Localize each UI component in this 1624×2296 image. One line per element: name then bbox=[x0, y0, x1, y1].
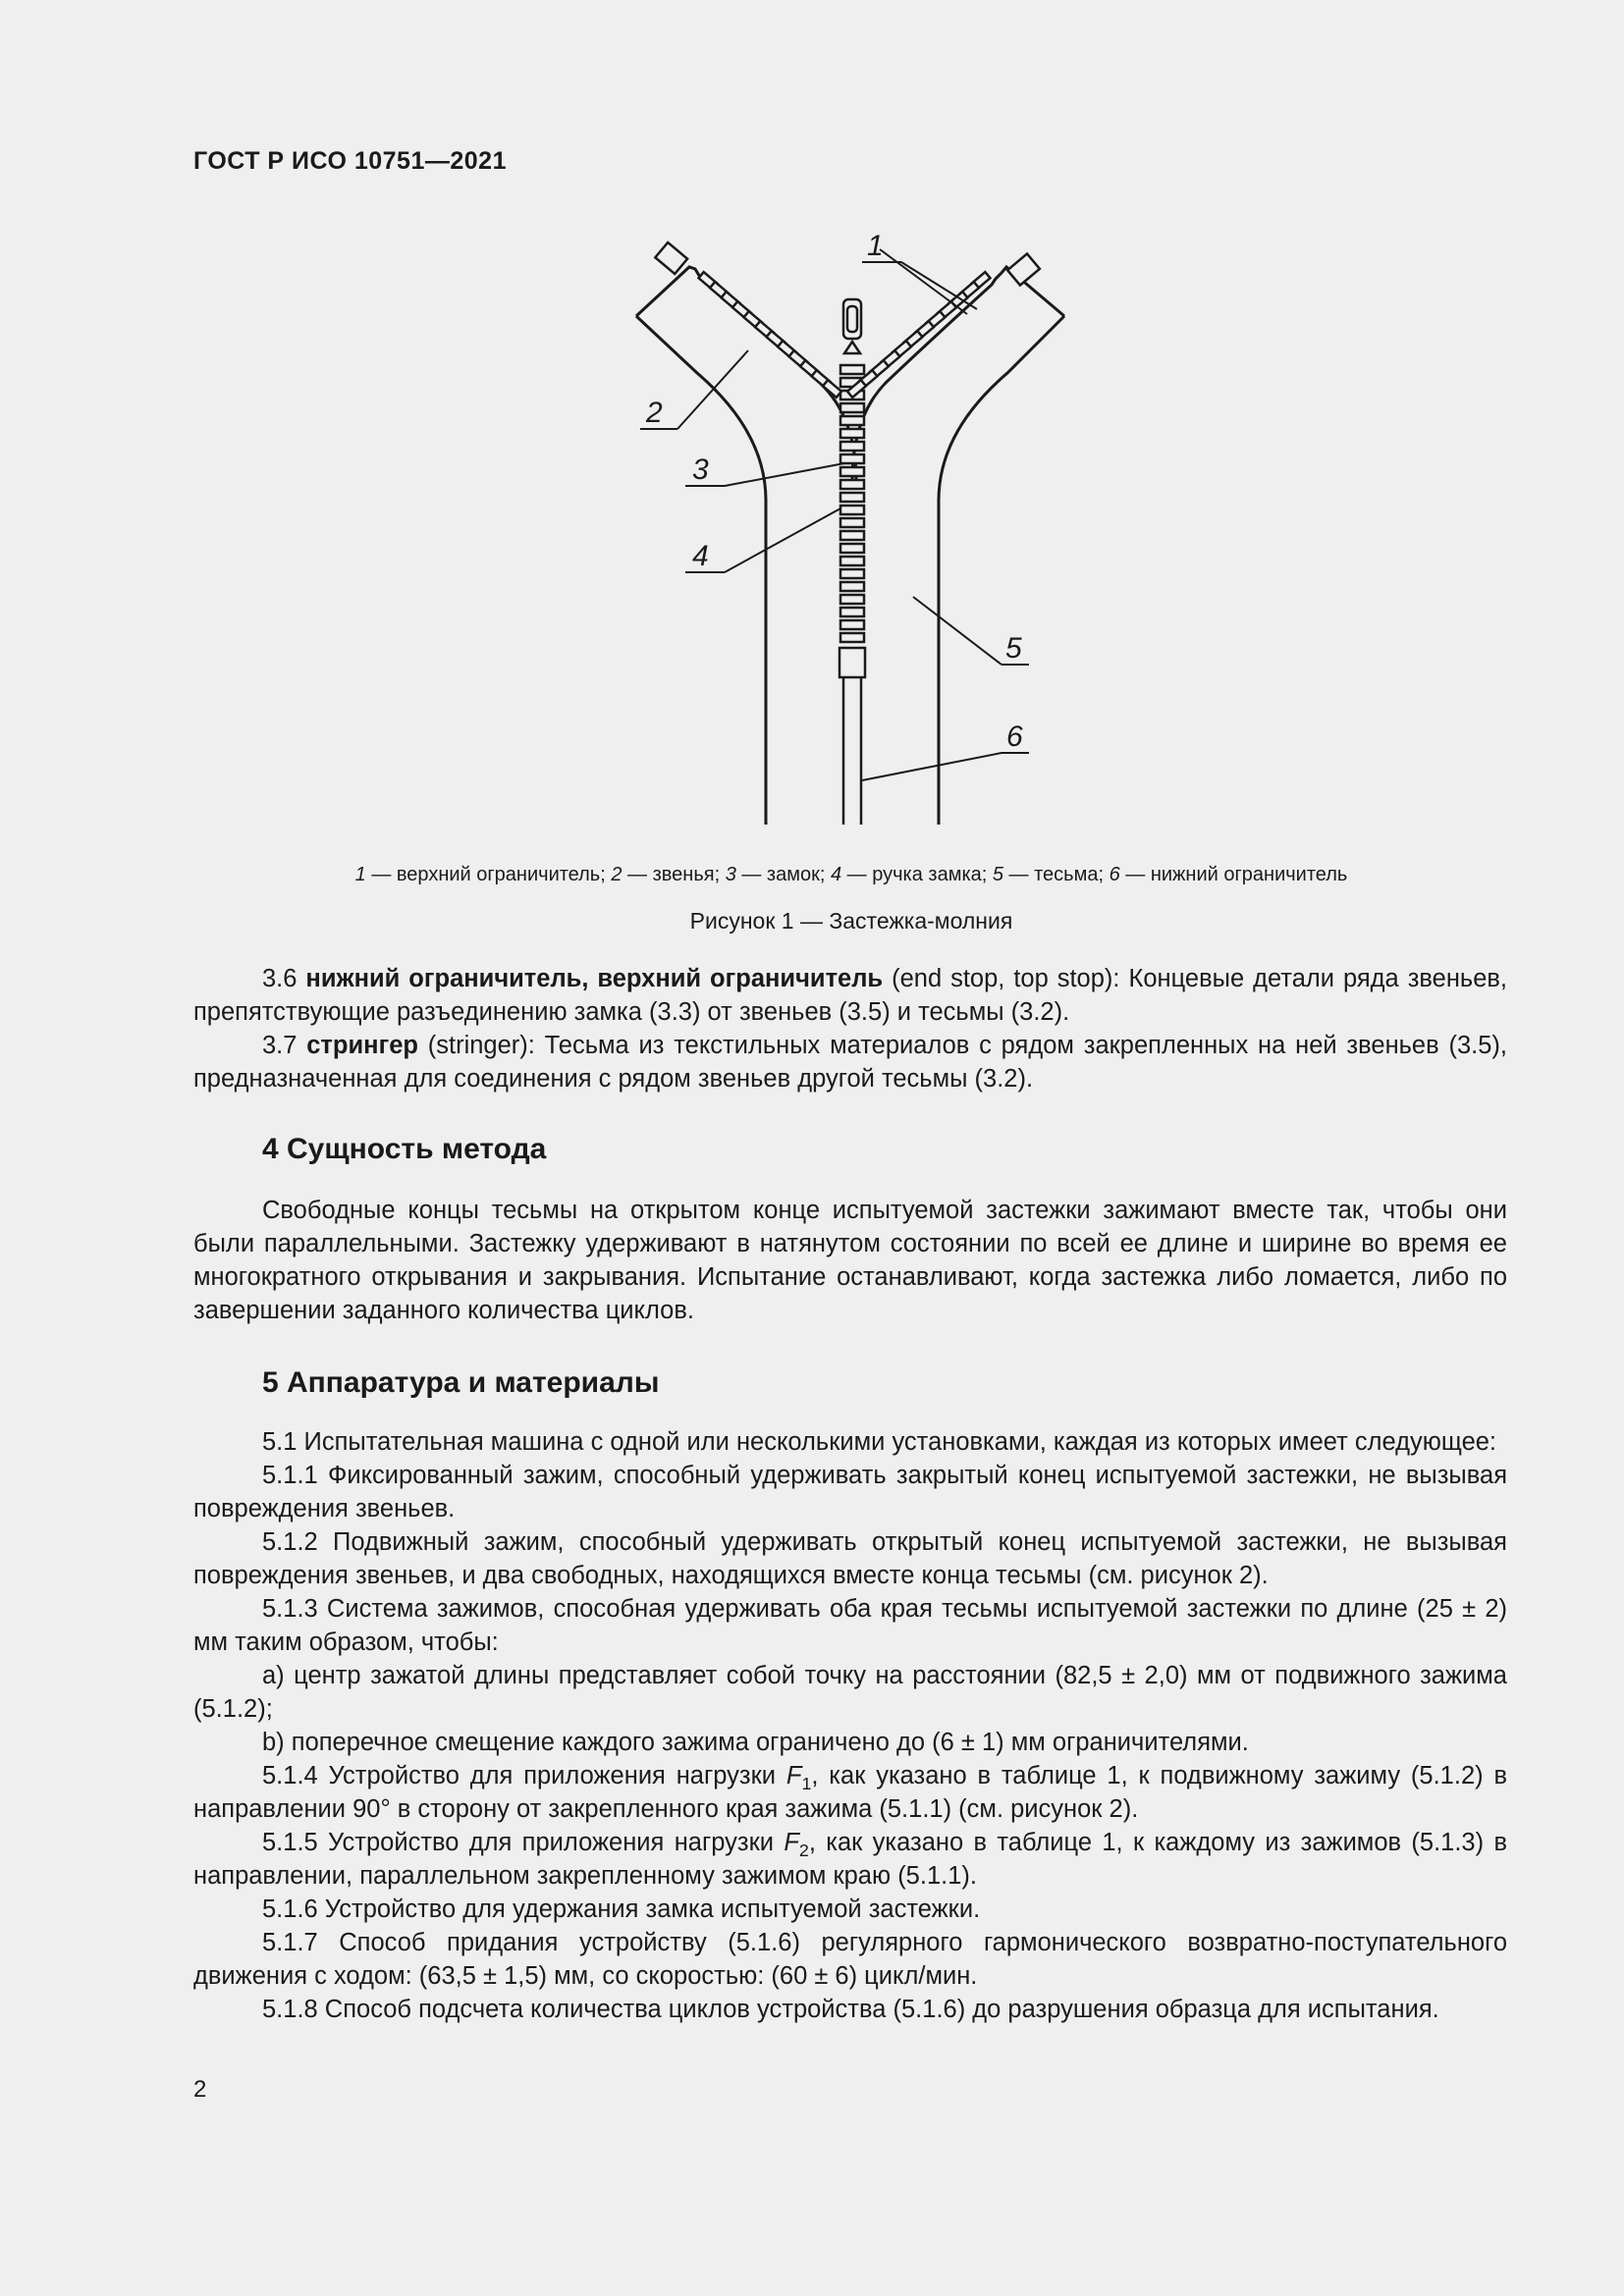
zipper-tooth bbox=[840, 493, 864, 502]
zipper-tooth bbox=[823, 380, 841, 398]
clause-5-1-1: 5.1.1 Фиксированный зажим, способный удерживать закрытый конец испытуемой застежки, не вызывая повреждения звеньев. bbox=[193, 1462, 1507, 1522]
legend-item: 5 — тесьма; bbox=[992, 864, 1110, 885]
zipper-tooth bbox=[840, 595, 864, 604]
zipper-tooth bbox=[840, 633, 864, 642]
section-4-heading: 4 Сущность метода bbox=[262, 1133, 547, 1165]
page-number: 2 bbox=[193, 2076, 207, 2103]
callout-label: 6 bbox=[1006, 721, 1023, 753]
clause-3-7: 3.7 стрингер (stringer): Тесьма из текстильных материалов с рядом закрепленных на ней звеньев (3.5), предназначенная для соединения с рядом звеньев другой тесьмы (3.2). bbox=[193, 1032, 1507, 1093]
callout-label: 5 bbox=[1005, 632, 1022, 665]
leader-line bbox=[725, 508, 840, 572]
top-stop bbox=[1007, 254, 1040, 286]
top-stop bbox=[655, 242, 687, 274]
zipper-diagram bbox=[628, 226, 1080, 834]
clause-5-1-7: 5.1.7 Способ придания устройству (5.1.6) регулярного гармонического возвратно-поступательного движения с ходом: (63,5 ± 1,5) мм, со скоростью: (60 ± 6) цикл/мин. bbox=[193, 1929, 1507, 1990]
slider-inner bbox=[847, 306, 857, 332]
zipper-tooth bbox=[840, 454, 864, 463]
clause-3-6: 3.6 нижний ограничитель, верхний ограничитель (end stop, top stop): Концевые детали ряда звеньев, препятствующие разъединению замка (3.3) от звеньев (3.5) и тесьмы (3.2). bbox=[193, 965, 1508, 1026]
zipper-tooth bbox=[840, 365, 864, 374]
zipper-tooth bbox=[840, 531, 864, 540]
clause-5-1-8: 5.1.8 Способ подсчета количества циклов устройства (5.1.6) до разрушения образца для испытания. bbox=[262, 1996, 1439, 2023]
tape-right-outer-edge bbox=[939, 316, 1064, 825]
zipper-tooth bbox=[840, 608, 864, 616]
callout-label: 2 bbox=[646, 397, 663, 429]
section-4-text: Свободные концы тесьмы на открытом конце испытуемой застежки зажимают вместе так, чтобы они были параллельными. Застежку удерживают в натянутом состоянии по всей ее длине и ширине во время ее многократного открывания и закрывания. Испытание останавливают, когда застежка либо ломается, либо по завершении заданного количества циклов. bbox=[193, 1197, 1507, 1324]
tape-left-inner-edge bbox=[636, 267, 856, 481]
legend-item: 3 — замок; bbox=[725, 864, 831, 885]
zipper-figure bbox=[628, 226, 1080, 834]
clause-5-1-6: 5.1.6 Устройство для удержания замка испытуемой застежки. bbox=[262, 1896, 981, 1923]
zipper-tooth bbox=[840, 620, 864, 629]
leader-line bbox=[901, 262, 977, 309]
clause-5-1-3-b: b) поперечное смещение каждого зажима ограничено до (6 ± 1) мм ограничителями. bbox=[262, 1729, 1249, 1756]
legend-item: 1 — верхний ограничитель; bbox=[354, 864, 612, 885]
section-5-heading: 5 Аппаратура и материалы bbox=[262, 1366, 660, 1399]
zipper-tooth bbox=[840, 518, 864, 527]
zipper-tooth bbox=[840, 467, 864, 476]
bottom-stop bbox=[839, 648, 865, 677]
zipper-tooth bbox=[840, 429, 864, 438]
zipper-tooth bbox=[840, 480, 864, 489]
document-body bbox=[193, 962, 1507, 2026]
zipper-tooth bbox=[840, 506, 864, 514]
legend-item: 2 — звенья; bbox=[611, 864, 726, 885]
figure-legend bbox=[193, 864, 1509, 886]
zipper-tooth bbox=[840, 416, 864, 425]
clause-5-1-4: 5.1.4 Устройство для приложения нагрузки $F_1$, как указано в таблице 1, к подвижному зажиму (5.1.2) в направлении 90° в сторону от закрепленного края зажима (5.1.1) (см. рисунок 2). bbox=[193, 1762, 1507, 1823]
zipper-tooth bbox=[840, 569, 864, 578]
clause-5-1-3-a: a) центр зажатой длины представляет собой точку на расстоянии (82,5 ± 2,0) мм от подвижного зажима (5.1.2); bbox=[193, 1662, 1507, 1723]
zipper-tooth bbox=[840, 544, 864, 553]
clause-5-1-5: 5.1.5 Устройство для приложения нагрузки $F_2$, как указано в таблице 1, к каждому из зажимов (5.1.3) в направлении, параллельном закрепленному зажимом краю (5.1.1). bbox=[193, 1829, 1507, 1890]
zipper-tooth bbox=[840, 442, 864, 451]
zipper-tooth bbox=[840, 403, 864, 412]
zipper-tooth bbox=[840, 557, 864, 565]
callout-label: 1 bbox=[867, 230, 884, 262]
zipper-tooth bbox=[840, 582, 864, 591]
clause-5-1: 5.1 Испытательная машина с одной или несколькими установками, каждая из которых имеет следующее: bbox=[262, 1428, 1497, 1456]
legend-item: 6 — нижний ограничитель bbox=[1109, 864, 1348, 885]
callout-label: 4 bbox=[692, 540, 709, 572]
leader-line bbox=[725, 463, 844, 486]
clause-5-1-3: 5.1.3 Система зажимов, способная удерживать оба края тесьмы испытуемой застежки по длине (25 ± 2) мм таким образом, чтобы: bbox=[193, 1595, 1507, 1656]
callout-label: 3 bbox=[692, 454, 709, 486]
pull-tab bbox=[844, 342, 860, 353]
clause-5-1-2: 5.1.2 Подвижный зажим, способный удерживать открытый конец испытуемой застежки, не вызывая повреждения звеньев, и два свободных, находящихся вместе конца тесьмы (см. рисунок 2). bbox=[193, 1528, 1507, 1589]
legend-item: 4 — ручка замка; bbox=[830, 864, 993, 885]
leader-line bbox=[862, 753, 1001, 780]
figure-caption: Рисунок 1 — Застежка-молния bbox=[689, 908, 1013, 934]
leader-line bbox=[913, 597, 1001, 665]
document-code: ГОСТ Р ИСО 10751—2021 bbox=[193, 147, 507, 175]
